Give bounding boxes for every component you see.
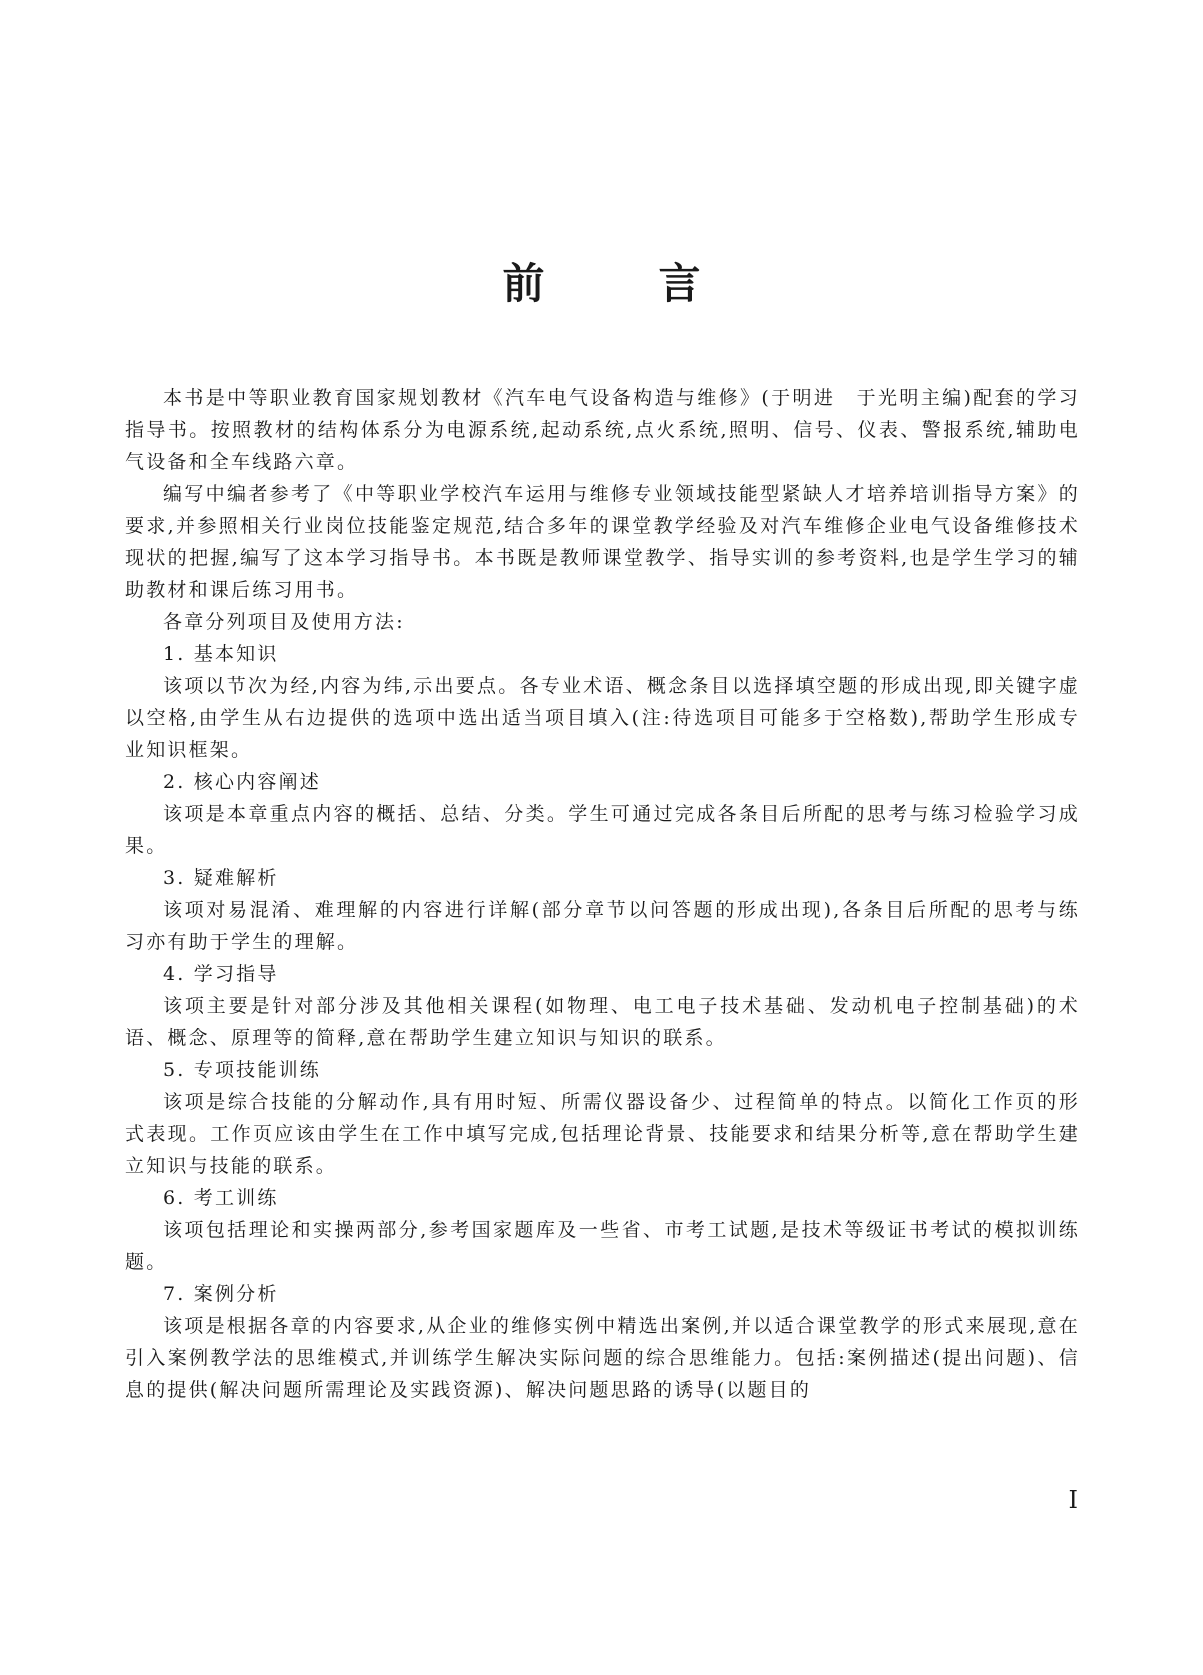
section-body: 该项主要是针对部分涉及其他相关课程(如物理、电工电子技术基础、发动机电子控制基础)的术语、概念、原理等的简释,意在帮助学生建立知识与知识的联系。: [125, 995, 1080, 1049]
section-body: 该项是本章重点内容的概括、总结、分类。学生可通过完成各条目后所配的思考与练习检验学习成果。: [125, 803, 1080, 857]
section-heading: 3. 疑难解析: [163, 867, 279, 889]
section-heading: 1. 基本知识: [163, 643, 279, 665]
section-body: 该项是综合技能的分解动作,具有用时短、所需仪器设备少、过程简单的特点。以简化工作页的形式表现。工作页应该由学生在工作中填写完成,包括理论背景、技能要求和结果分析等,意在帮助学生建立知识与技能的联系。: [125, 1091, 1080, 1177]
section-body: 该项包括理论和实操两部分,参考国家题库及一些省、市考工试题,是技术等级证书考试的模拟训练题。: [125, 1219, 1080, 1273]
paragraph: 本书是中等职业教育国家规划教材《汽车电气设备构造与维修》(于明进 于光明主编)配套的学习指导书。按照教材的结构体系分为电源系统,起动系统,点火系统,照明、信号、仪表、警报系统,辅助电气设备和全车线路六章。: [125, 387, 1080, 473]
section-body: 该项以节次为经,内容为纬,示出要点。各专业术语、概念条目以选择填空题的形成出现,即关键字虚以空格,由学生从右边提供的选项中选出适当项目填入(注:待选项目可能多于空格数),帮助学生形成专业知识框架。: [125, 675, 1080, 761]
section-body: 该项是根据各章的内容要求,从企业的维修实例中精选出案例,并以适合课堂教学的形式来展现,意在引入案例教学法的思维模式,并训练学生解决实际问题的综合思维能力。包括:案例描述(提出问题)、信息的提供(解决问题所需理论及实践资源)、解决问题思路的诱导(以题目的: [125, 1315, 1080, 1401]
section-heading: 4. 学习指导: [163, 963, 279, 985]
preface-body: [125, 382, 1080, 1406]
section-heading: 2. 核心内容阐述: [163, 771, 321, 793]
section-heading: 6. 考工训练: [163, 1187, 279, 1209]
page-title: 前 言: [502, 259, 737, 308]
paragraph: 各章分列项目及使用方法:: [163, 611, 405, 633]
paragraph: 编写中编者参考了《中等职业学校汽车运用与维修专业领域技能型紧缺人才培养培训指导方案》的要求,并参照相关行业岗位技能鉴定规范,结合多年的课堂教学经验及对汽车维修企业电气设备维修技术现状的把握,编写了这本学习指导书。本书既是教师课堂教学、指导实训的参考资料,也是学生学习的辅助教材和课后练习用书。: [125, 483, 1080, 601]
page-number: I: [1068, 1486, 1078, 1514]
section-heading: 5. 专项技能训练: [163, 1059, 321, 1081]
section-heading: 7. 案例分析: [163, 1283, 279, 1305]
section-body: 该项对易混淆、难理解的内容进行详解(部分章节以问答题的形成出现),各条目后所配的思考与练习亦有助于学生的理解。: [125, 899, 1080, 953]
